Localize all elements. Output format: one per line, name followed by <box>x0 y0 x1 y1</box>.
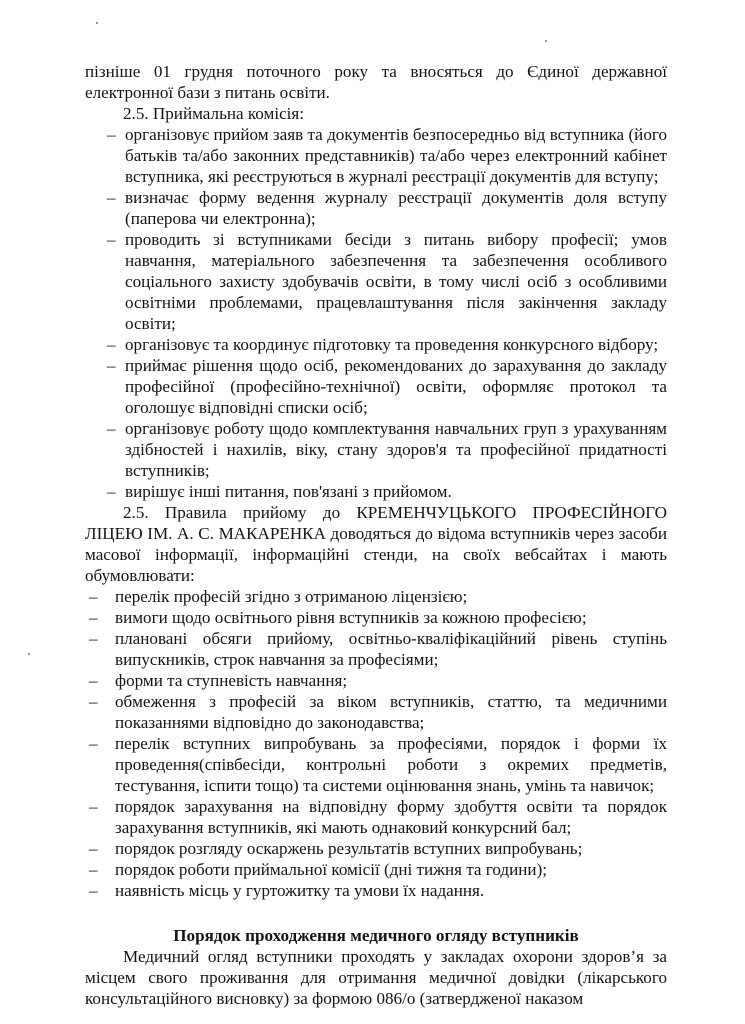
rules-list-item <box>85 733 667 796</box>
rules-list-item <box>85 607 667 628</box>
list-item-text: вимоги щодо освітнього рівня вступників за кожною професією; <box>115 608 587 627</box>
rules-items-list <box>85 586 667 901</box>
list-dash: – <box>89 734 98 753</box>
rules-list-item <box>85 628 667 670</box>
list-dash: – <box>107 230 116 249</box>
list-item-text: приймає рішення щодо осіб, рекомендованих до зарахування до закладу професійної (професійно-технічної) освіти, оформляє протокол та оголошує відповідні списки осіб; <box>125 356 667 417</box>
list-item-text: обмеження з професій за віком вступників, статтю, та медичними показаннями відповідно до законодавства; <box>115 692 667 732</box>
list-item-text: порядок розгляду оскаржень результатів вступних випробувань; <box>115 839 583 858</box>
list-item-text: перелік професій згідно з отриманою ліцензією; <box>115 587 468 606</box>
list-dash: – <box>89 671 98 690</box>
list-dash: – <box>89 587 98 606</box>
list-item-text: перелік вступних випробувань за професіями, порядок і форми їх проведення(співбесіди, контрольні роботи з окремих предметів, тестування, іспити тощо) та системи оцінювання знань, умінь та навичок; <box>115 734 667 795</box>
list-item-text: проводить зі вступниками бесіди з питань вибору професії; умов навчання, матеріального забезпечення та забезпечення особливого соціального захисту здобувачів освіти, в тому числі осіб з особливими освітніми проблемами, працевлаштування після закінчення закладу освіти; <box>125 230 667 333</box>
medical-paragraph: Медичний огляд вступники проходять у закладах охорони здоров’я за місцем свого проживання для отримання медичної довідки (лікарського консультаційного висновку) за формою 086/о (затвердженої наказом <box>85 947 667 1008</box>
intro-paragraph: пізніше 01 грудня поточного року та вносяться до Єдиної державної електронної бази з питань освіти. <box>85 62 667 102</box>
list-dash: – <box>89 608 98 627</box>
list-dash: – <box>107 356 116 375</box>
list-item-text: форми та ступневість навчання; <box>115 671 348 690</box>
rules-list-item <box>85 691 667 733</box>
rules-list-item <box>85 586 667 607</box>
list-item-text: вирішує інші питання, пов'язані з прийомом. <box>125 482 452 501</box>
list-item-text: наявність місць у гуртожитку та умови їх надання. <box>115 881 485 900</box>
list-item-text: організовує роботу щодо комплектування навчальних груп з урахуванням здібностей і нахилів, віку, стану здоров'я та професійної придатності вступників; <box>125 419 667 480</box>
rules-section-intro: 2.5. Правила прийому до КРЕМЕНЧУЦЬКОГО ПРОФЕСІЙНОГО ЛІЦЕЮ ІМ. А. С. МАКАРЕНКА доводяться до відома вступників через засоби масової інформації, інформаційні стенди, на своїх вебсайтах і мають обумовлювати: <box>85 503 667 585</box>
committee-duty-item <box>85 334 667 355</box>
list-dash: – <box>107 482 116 501</box>
list-item-text: плановані обсяги прийому, освітньо-кваліфікаційний рівень ступінь випускників, строк навчання за професіями; <box>115 629 667 669</box>
scan-speck <box>28 653 30 655</box>
list-dash: – <box>107 335 116 354</box>
scan-speck <box>96 22 98 24</box>
list-dash: – <box>89 797 98 816</box>
committee-duty-item <box>85 229 667 334</box>
list-dash: – <box>89 881 98 900</box>
list-dash: – <box>89 629 98 648</box>
committee-duty-item <box>85 187 667 229</box>
document-body <box>85 61 667 1009</box>
list-dash: – <box>89 860 98 879</box>
list-item-text: порядок зарахування на відповідну форму здобуття освіти та порядок зарахування вступників, які мають однаковий конкурсний бал; <box>115 797 667 837</box>
list-item-text: організовує прийом заяв та документів безпосередньо від вступника (його батьків та/або законних представників) та/або через електронний кабінет вступника, які реєструються в журналі реєстрації документів для вступу; <box>125 125 667 186</box>
committee-duty-item <box>85 481 667 502</box>
list-dash: – <box>89 839 98 858</box>
rules-list-item <box>85 796 667 838</box>
list-dash: – <box>107 125 116 144</box>
list-dash: – <box>89 692 98 711</box>
committee-duties-list <box>85 124 667 502</box>
list-dash: – <box>107 188 116 207</box>
rules-list-item <box>85 670 667 691</box>
rules-list-item <box>85 880 667 901</box>
list-item-text: визначає форму ведення журналу реєстрації документів доля вступу (паперова чи електронна); <box>125 188 667 228</box>
scan-speck <box>545 40 547 42</box>
rules-list-item <box>85 838 667 859</box>
list-item-text: організовує та координує підготовку та проведення конкурсного відбору; <box>125 335 659 354</box>
list-item-text: порядок роботи приймальної комісії (дні тижня та години); <box>115 860 548 879</box>
committee-section-title: 2.5. Приймальна комісія: <box>123 104 305 123</box>
list-dash: – <box>107 419 116 438</box>
medical-heading: Порядок проходження медичного огляду вступників <box>173 926 579 945</box>
committee-duty-item <box>85 355 667 418</box>
committee-duty-item <box>85 418 667 481</box>
rules-list-item <box>85 859 667 880</box>
committee-duty-item <box>85 124 667 187</box>
